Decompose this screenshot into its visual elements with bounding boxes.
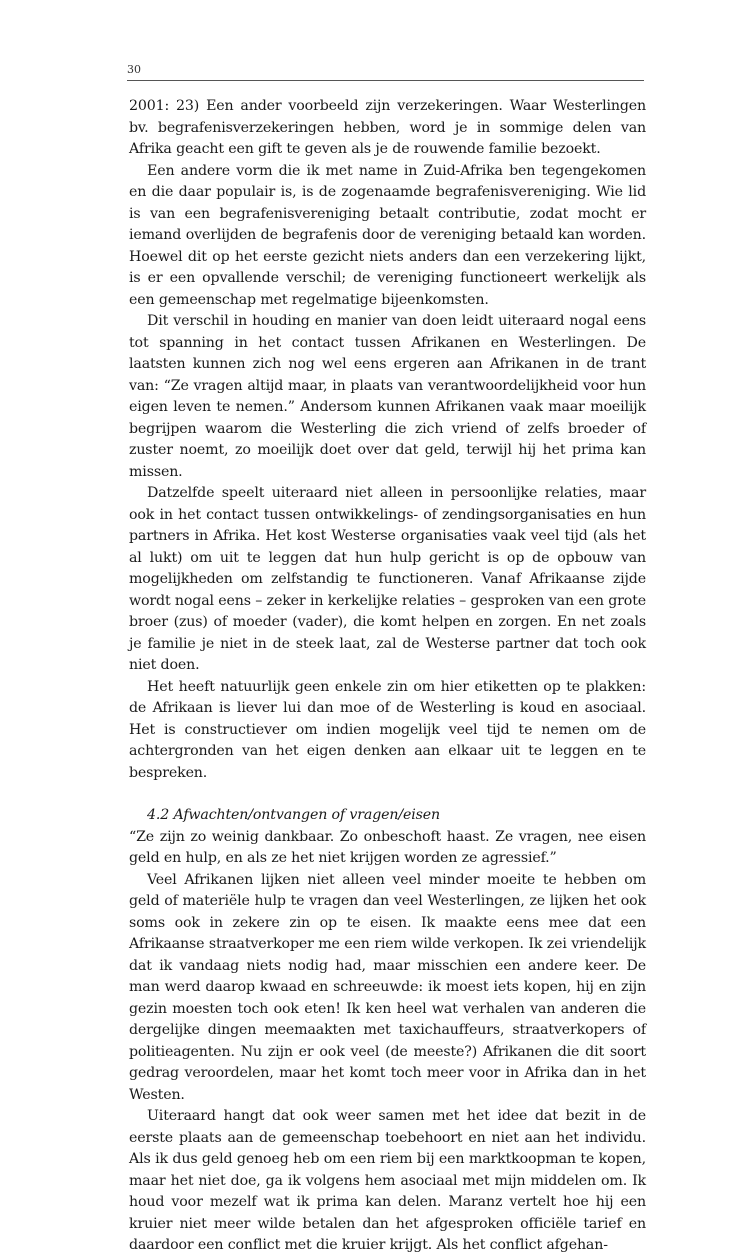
paragraph: Datzelfde speelt uiteraard niet alleen in persoonlijke relaties, maar ook in het contact tussen ontwikkelings- of zendingsorganisaties en hun partners in Afrika. Het kost Westerse organisaties vaak veel tijd (als het al lukt) om uit te leggen dat hun hulp gericht is op de opbouw van mogelijkheden om zelfstandig te functioneren. Vanaf Afrikaanse zijde wordt nogal eens – zeker in kerkelijke relaties – gesproken van een grote broer (zus) of moeder (vader), die komt helpen en zorgen. En net zoals je familie je niet in de steek laat, zal de Westerse partner dat toch ook niet doen. [129,485,646,673]
paragraph: Uiteraard hangt dat ook weer samen met het idee dat bezit in de eerste plaats aan de gemeenschap toebehoort en niet aan het individu. Als ik dus geld genoeg heb om een riem bij een marktkoopman te kopen, maar het niet doe, ga ik volgens hem asociaal met mijn middelen om. Ik houd voor mezelf wat ik prima kan delen. Maranz vertelt hoe hij een kruier niet meer wilde betalen dan het afgesproken officiële tarief en daardoor een conflict met die kruier krijgt. Als het conflict afgehan- [129,1108,646,1253]
paragraph: Een andere vorm die ik met name in Zuid-Afrika ben tegengekomen en die daar populair is, is de zogenaamde begrafenisvereniging. Wie lid is van een begrafenisvereniging betaalt contributie, zodat mocht er iemand overlijden de begrafenis door de vereniging betaald kan worden. Hoewel dit op het eerste gezicht niets anders dan een verzekering lijkt, is er een opvallende verschil; de vereniging functioneert werkelijk als een gemeenschap met regelmatige bijeenkomsten. [129,162,646,308]
paragraph: Dit verschil in houding en manier van doen leidt uiteraard nogal eens tot spanning in het contact tussen Afrikanen en Westerlingen. De laatsten kunnen zich nog wel eens ergeren aan Afrikanen in de trant van: “Ze vragen altijd maar, in plaats van verantwoordelijkheid voor hun eigen leven te nemen.” Andersom kunnen Afrikanen vaak maar moeilijk begrijpen waarom die Westerling die zich vriend of zelfs broeder of zuster noemt, zo moeilijk doet over dat geld, terwijl hij het prima kan missen. [129,313,646,480]
header-rule [127,80,644,81]
paragraph: 2001: 23) Een ander voorbeeld zijn verzekeringen. Waar Westerlingen bv. begrafenisverzekeringen hebben, word je in sommige delen van Afrika geacht een gift te geven als je de rouwende familie bezoekt. [129,98,646,157]
section-heading: 4.2 Afwachten/ontvangen of vragen/eisen [147,807,440,823]
page-number: 30 [127,63,141,76]
page-body [129,96,646,1257]
paragraph: “Ze zijn zo weinig dankbaar. Zo onbeschoft haast. Ze vragen, nee eisen geld en hulp, en als ze het niet krijgen worden ze agressief.” [129,828,646,866]
paragraph: Het heeft natuurlijk geen enkele zin om hier etiketten op te plakken: de Afrikaan is liever lui dan moe of de Westerling is koud en asociaal. Het is constructiever om indien mogelijk veel tijd te nemen om de achtergronden van het eigen denken aan elkaar uit te leggen en te bespreken. [129,678,646,781]
paragraph: Veel Afrikanen lijken niet alleen veel minder moeite te hebben om geld of materiële hulp te vragen dan veel Westerlingen, ze lijken het ook soms ook in zekere zin op te eisen. Ik maakte eens mee dat een Afrikaanse straatverkoper me een riem wilde verkopen. Ik zei vriendelijk dat ik vandaag niets nodig had, maar misschien een andere keer. De man werd daarop kwaad en schreeuwde: ik moest iets kopen, hij en zijn gezin moesten toch ook eten! Ik ken heel wat verhalen van anderen die dergelijke dingen meemaakten met taxichauffeurs, straatverkopers of politieagenten. Nu zijn er ook veel (de meeste?) Afrikanen die dit soort gedrag veroordelen, maar het komt toch meer voor in Afrika dan in het Westen. [129,871,646,1103]
